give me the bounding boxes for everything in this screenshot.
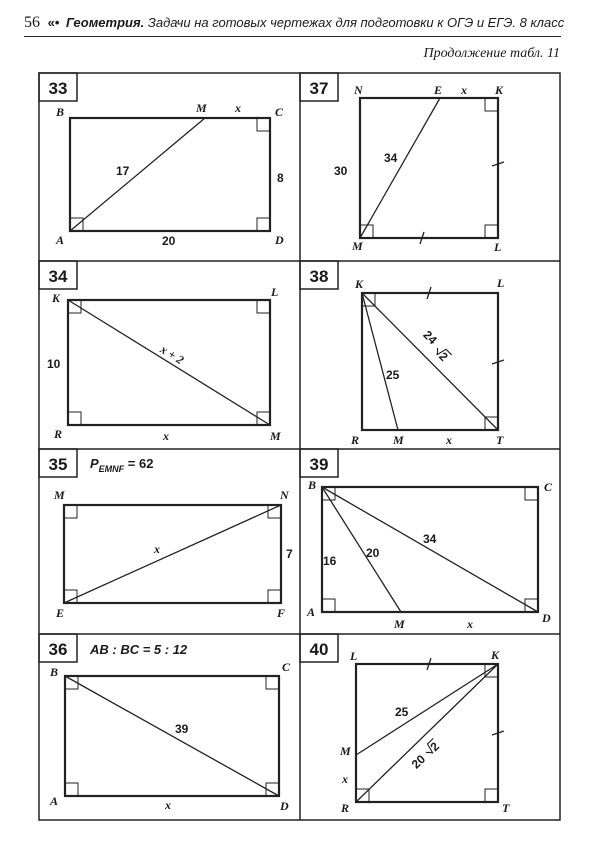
fig34-value-bottom: x xyxy=(163,429,169,443)
fig34-right-angle-l xyxy=(257,300,270,313)
fig39-label-d: D xyxy=(542,611,551,625)
fig33-label-b: B xyxy=(56,105,65,119)
fig38-segment-km xyxy=(362,293,398,430)
cell-34-number: 34 xyxy=(48,267,68,286)
fig34-value-diag: x + 2 xyxy=(157,342,187,368)
fig34-label-l: L xyxy=(271,285,279,299)
cell-33-number: 33 xyxy=(48,79,68,98)
book-subtitle: Задачи на готовых чертежах для подготовки к ОГЭ и ЕГЭ. 8 класс xyxy=(147,15,565,30)
fig39-right-angle-a xyxy=(322,599,335,612)
fig35-label-f: F xyxy=(277,606,286,620)
fig33-rectangle xyxy=(70,118,270,231)
fig35-condition-value: = 62 xyxy=(124,456,154,471)
fig37-segment-me xyxy=(360,98,440,238)
fig37-right-angle-k xyxy=(485,98,498,111)
fig35-right-angle-e xyxy=(64,590,77,603)
fig36-value-diag: 39 xyxy=(175,722,189,736)
fig38-label-m: M xyxy=(393,433,404,447)
fig40-diagonal-rk xyxy=(356,664,498,802)
fig35-right-angle-n xyxy=(268,505,281,518)
fig33-segment-am xyxy=(70,118,205,231)
fig39-label-x: x xyxy=(467,617,473,631)
cell-38-number: 38 xyxy=(309,267,329,286)
fig40-value-diag-rad: 2 xyxy=(427,739,443,755)
fig39-segment-bm xyxy=(322,487,401,612)
fig33-value-bottom: 20 xyxy=(162,234,176,248)
fig39-label-a: A xyxy=(307,605,316,619)
book-title: Геометрия. xyxy=(66,15,145,30)
fig35-right-angle-f xyxy=(268,590,281,603)
cell-36-number: 36 xyxy=(48,640,68,659)
cell-35-number: 35 xyxy=(48,455,68,474)
fig38-label-l: L xyxy=(497,276,505,290)
fig38-label-t: T xyxy=(496,433,504,447)
fig35-condition xyxy=(90,456,153,474)
fig36-label-c: C xyxy=(282,660,291,674)
fig35-diagonal-en xyxy=(64,505,281,603)
fig37-label-x: x xyxy=(461,83,467,97)
fig35-value-right: 7 xyxy=(286,547,293,561)
cell-40-number: 40 xyxy=(309,640,329,659)
fig37-square xyxy=(360,98,498,238)
fig39-value-diag: 34 xyxy=(423,532,437,546)
fig35-condition-sub: EMNF xyxy=(98,464,125,474)
fig36-label-a: A xyxy=(50,794,59,808)
table-continuation: Продолжение табл. 11 xyxy=(423,46,560,61)
fig39-value-inner: 20 xyxy=(366,546,380,560)
fig36-right-angle-a xyxy=(65,783,78,796)
fig34-value-left: 10 xyxy=(47,357,61,371)
fig35-label-m: M xyxy=(54,488,65,502)
fig36-condition: AB : BC = 5 : 12 xyxy=(90,642,188,657)
fig34-label-m: M xyxy=(270,429,281,443)
fig33-label-m: M xyxy=(196,101,207,115)
fig40-value-diag-coef: 20 xyxy=(408,752,429,772)
fig35-right-angle-m xyxy=(64,505,77,518)
fig37-label-e: E xyxy=(434,83,443,97)
fig33-label-x: x xyxy=(235,101,241,115)
fig40-value-inner: 25 xyxy=(395,705,409,719)
fig35-label-e: E xyxy=(56,606,65,620)
fig35-condition-p: P xyxy=(90,456,99,471)
fig40-label-l: L xyxy=(350,649,358,663)
fig40-label-t: T xyxy=(502,801,510,815)
cell-39-number: 39 xyxy=(309,455,329,474)
fig33-right-angle-d xyxy=(257,218,270,231)
fig33-label-c: C xyxy=(275,105,284,119)
fig37-label-m: M xyxy=(352,239,363,253)
fig40-label-r: R xyxy=(341,801,350,815)
fig34-diagonal-km xyxy=(68,300,270,425)
fig38-label-r: R xyxy=(351,433,360,447)
fig39-label-c: C xyxy=(544,480,553,494)
fig33-label-a: A xyxy=(56,233,65,247)
fig35-label-n: N xyxy=(280,488,289,502)
fig38-value-diag-coef: 24 xyxy=(420,327,440,348)
fig36-value-bottom: x xyxy=(165,798,171,812)
fig38-label-x: x xyxy=(446,433,452,447)
fig40-label-x: x xyxy=(342,772,348,786)
fig39-right-angle-c xyxy=(525,487,538,500)
fig40-label-k: K xyxy=(491,648,500,662)
fig34-label-r: R xyxy=(54,427,63,441)
fig37-label-l: L xyxy=(494,240,502,254)
fig33-label-d: D xyxy=(275,233,284,247)
fig39-label-m: M xyxy=(394,617,405,631)
fig36-right-angle-c xyxy=(266,676,279,689)
fig40-segment-mk xyxy=(356,664,498,755)
fig37-right-angle-l xyxy=(485,225,498,238)
fig34-label-k: K xyxy=(52,291,61,305)
fig37-label-n: N xyxy=(354,83,363,97)
fig35-value-diag: x xyxy=(154,542,160,556)
fig40-label-m: M xyxy=(340,744,351,758)
fig38-diagonal-kt xyxy=(362,293,498,430)
fig37-label-k: K xyxy=(495,83,504,97)
fig40-right-angle-t xyxy=(485,789,498,802)
fig38-value-inner: 25 xyxy=(386,368,400,382)
fig33-value-diag: 17 xyxy=(116,164,130,178)
fig36-label-d: D xyxy=(280,799,289,813)
book-logo-icon: «• xyxy=(47,15,60,30)
fig33-right-angle-c xyxy=(257,118,270,131)
fig36-label-b: B xyxy=(50,665,59,679)
fig36-diagonal-bd xyxy=(65,676,279,796)
fig37-value-left: 30 xyxy=(334,164,348,178)
fig38-label-k: K xyxy=(355,277,364,291)
fig39-value-left: 16 xyxy=(323,554,337,568)
fig39-diagonal-bd xyxy=(322,487,538,612)
cell-37-number: 37 xyxy=(309,79,329,98)
fig34-right-angle-r xyxy=(68,412,81,425)
fig33-value-right: 8 xyxy=(277,171,284,185)
fig38-value-diag-rad: 2 xyxy=(436,349,451,364)
fig39-label-b: B xyxy=(308,478,317,492)
fig37-value-diag: 34 xyxy=(384,151,398,165)
page-number: 56 xyxy=(24,14,40,31)
